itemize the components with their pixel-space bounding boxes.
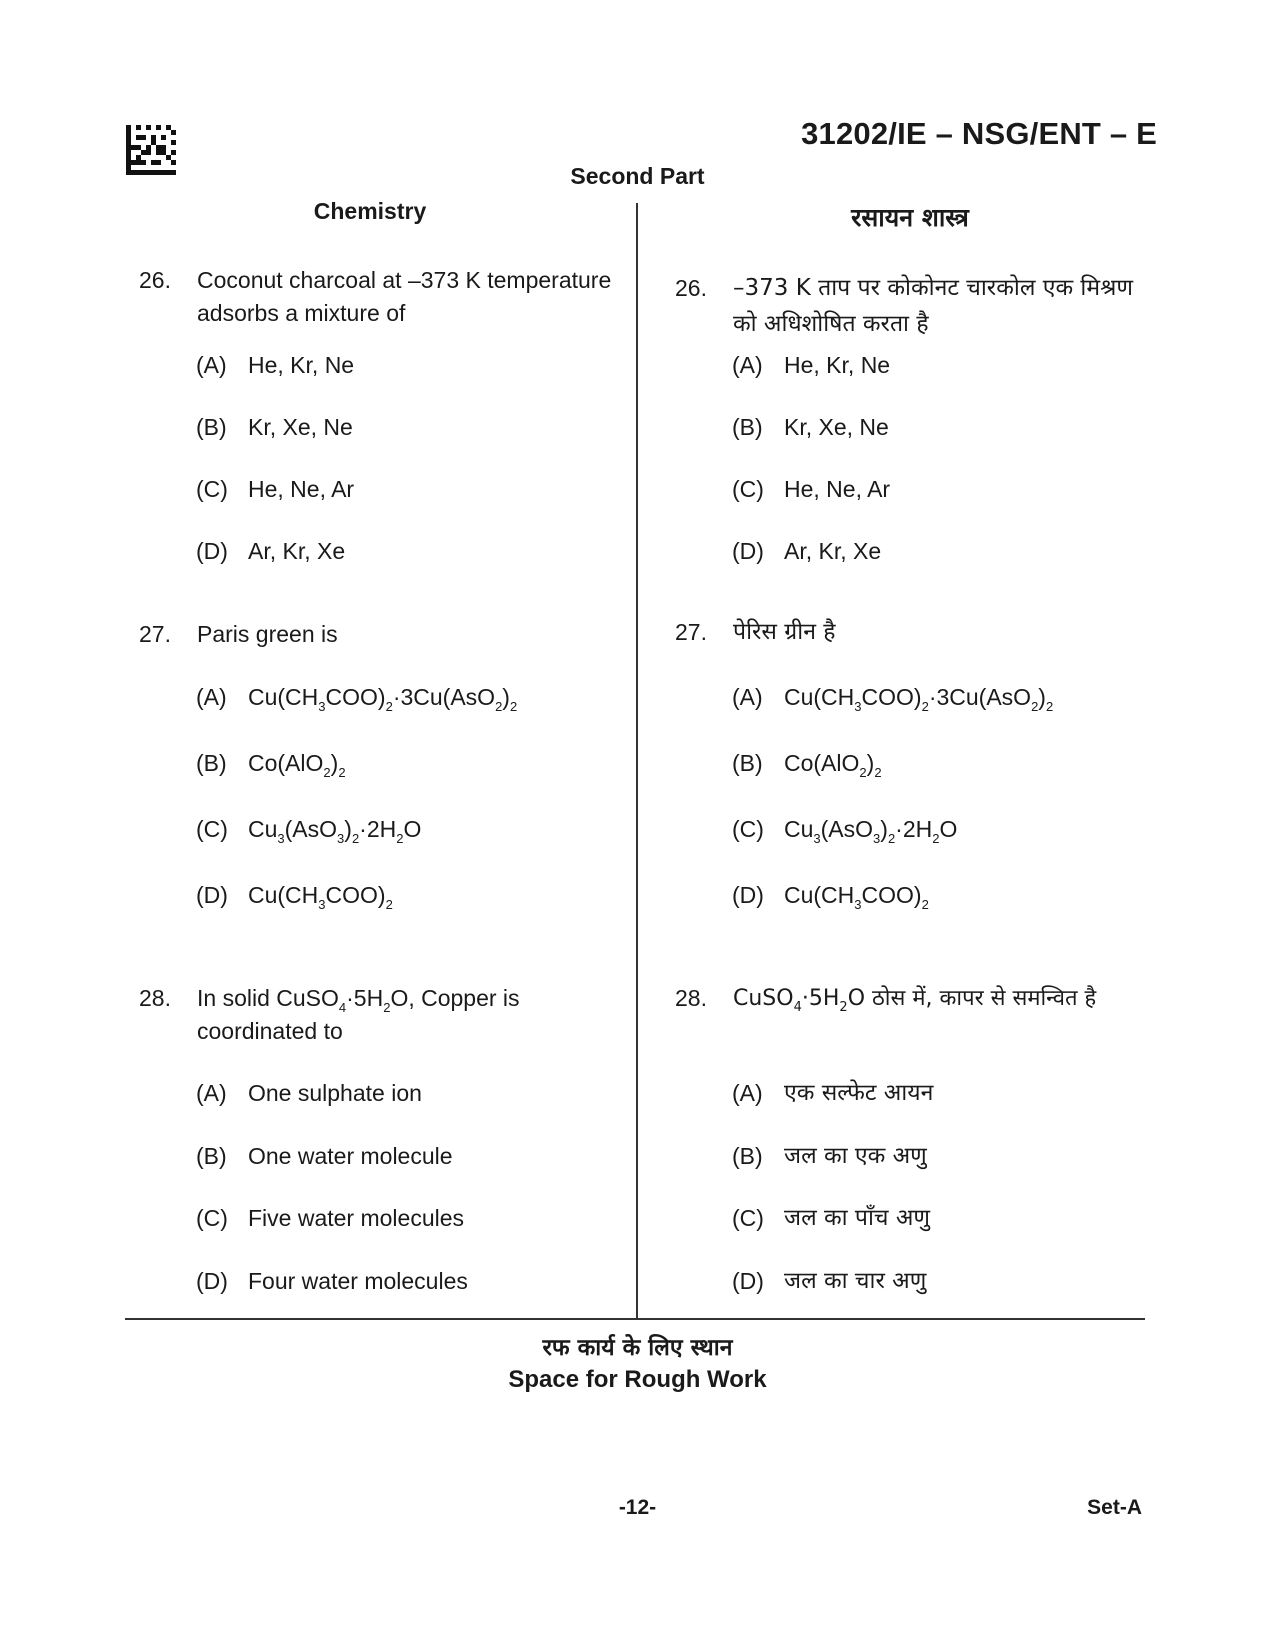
question-number: 28. — [139, 985, 171, 1011]
paper-code: 31202/IE – NSG/ENT – E — [801, 116, 1157, 151]
rough-work-title-hindi: रफ कार्य के लिए स्थान — [542, 1335, 733, 1361]
question-number: 27. — [675, 619, 707, 645]
subject-title-hindi: रसायन शास्त्र — [851, 203, 969, 232]
question-text: Coconut charcoal at –373 K temperature adsorbs a mixture of — [197, 267, 612, 326]
set-label: Set-A — [1087, 1496, 1142, 1519]
rough-work-title: Space for Rough Work — [508, 1366, 767, 1393]
question-number: 26. — [675, 275, 707, 301]
question-number: 28. — [675, 985, 707, 1011]
part-title: Second Part — [570, 163, 705, 189]
question-text: –373 K ताप पर कोकोनट चारकोल एक मिश्रण को अधिशोषित करता है — [733, 275, 1134, 337]
question-number: 26. — [139, 267, 171, 293]
footer-divider — [125, 1318, 1145, 1320]
question-number: 27. — [139, 621, 171, 647]
question-text: In solid $CuSO_4\cdot 5H_2O$, Copper is coordinated to — [197, 985, 520, 1044]
question-text: $CuSO_4\cdot 5H_2O$ ठोस में, कापर से समन्वित है — [733, 986, 1097, 1015]
question-text: पेरिस ग्रीन है — [733, 619, 836, 645]
column-divider — [636, 203, 638, 1318]
question-text: Paris green is — [197, 621, 338, 647]
subject-title-english: Chemistry — [313, 198, 427, 224]
page-number: -12- — [618, 1496, 657, 1519]
